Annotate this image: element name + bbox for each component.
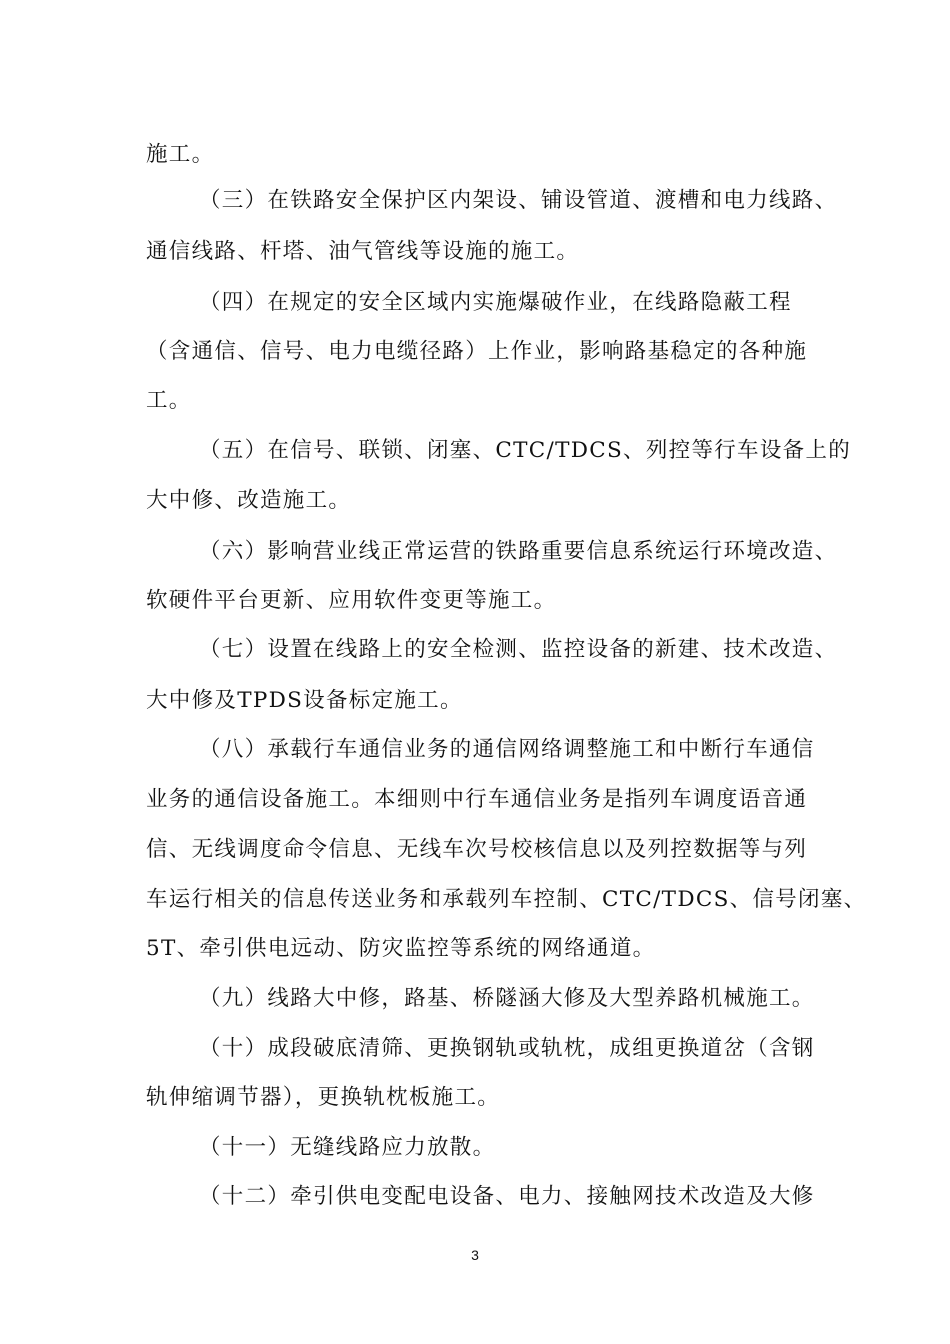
text-line: （九）线路大中修，路基、桥隧涵大修及大型养路机械施工。 <box>199 986 815 1011</box>
text-line: （六）影响营业线正常运营的铁路重要信息系统运行环境改造、 <box>199 539 838 564</box>
text-line: （含通信、信号、电力电缆径路）上作业，影响路基稳定的各种施 <box>146 339 808 364</box>
text-line: （八）承载行车通信业务的通信网络调整施工和中断行车通信 <box>199 737 815 762</box>
text-line: （七）设置在线路上的安全检测、监控设备的新建、技术改造、 <box>199 637 838 662</box>
text-line: 大中修、改造施工。 <box>146 488 352 513</box>
text-line: 业务的通信设备施工。本细则中行车通信业务是指列车调度语音通 <box>146 787 808 812</box>
text-line: 施工。 <box>146 142 215 167</box>
text-line: （三）在铁路安全保护区内架设、铺设管道、渡槽和电力线路、 <box>199 188 838 213</box>
text-line: 大中修及TPDS设备标定施工。 <box>146 688 463 713</box>
text-line: （十一）无缝线路应力放散。 <box>199 1135 496 1160</box>
text-line: （五）在信号、联锁、闭塞、CTC/TDCS、列控等行车设备上的 <box>199 438 852 463</box>
page-number: 3 <box>471 1247 479 1263</box>
text-line: （四）在规定的安全区域内实施爆破作业，在线路隐蔽工程 <box>199 290 792 315</box>
text-line: 工。 <box>146 388 192 413</box>
text-line: 软硬件平台更新、应用软件变更等施工。 <box>146 588 557 613</box>
text-line: 轨伸缩调节器），更换轨枕板施工。 <box>146 1085 501 1110</box>
text-line: 5T、牵引供电远动、防灾监控等系统的网络通道。 <box>146 936 656 961</box>
text-line: 信、无线调度命令信息、无线车次号校核信息以及列控数据等与列 <box>146 837 808 862</box>
text-line: （十）成段破底清筛、更换钢轨或轨枕，成组更换道岔（含钢 <box>199 1036 815 1061</box>
text-line: 车运行相关的信息传送业务和承载列车控制、CTC/TDCS、信号闭塞、 <box>146 887 867 912</box>
text-line: （十二）牵引供电变配电设备、电力、接触网技术改造及大修 <box>199 1184 815 1209</box>
text-line: 通信线路、杆塔、油气管线等设施的施工。 <box>146 239 580 264</box>
